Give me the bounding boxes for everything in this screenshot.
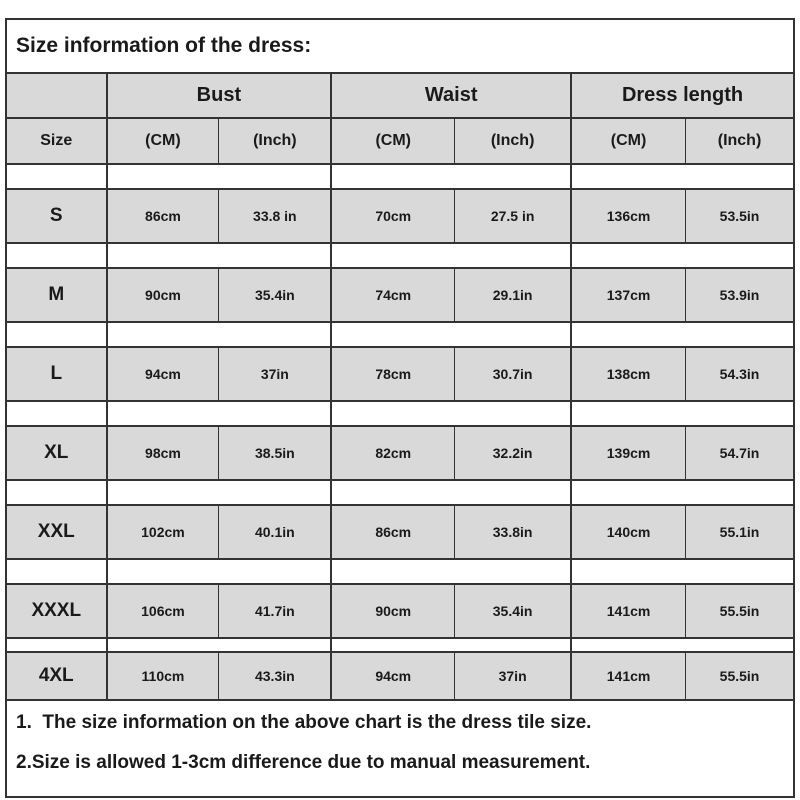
- table-row-m: [7, 268, 793, 322]
- value-cell: 141cm: [571, 584, 685, 638]
- value-cell: 138cm: [571, 347, 685, 401]
- value-cell: 55.1in: [686, 505, 793, 559]
- column-header-dress-cm: (CM): [571, 118, 685, 164]
- value-cell: 139cm: [571, 426, 685, 480]
- value-cell: 53.5in: [686, 189, 793, 243]
- group-header-dress-length: Dress length: [571, 73, 793, 118]
- value-cell: 38.5in: [219, 426, 331, 480]
- group-header-row: [7, 73, 793, 118]
- spacer-row: [7, 401, 793, 426]
- value-cell: 86cm: [331, 505, 454, 559]
- value-cell: 33.8in: [455, 505, 571, 559]
- spacer-row: [7, 322, 793, 347]
- size-cell: S: [7, 189, 107, 243]
- value-cell: 94cm: [107, 347, 219, 401]
- value-cell: 86cm: [107, 189, 219, 243]
- value-cell: 29.1in: [455, 268, 571, 322]
- value-cell: 110cm: [107, 652, 219, 700]
- value-cell: 43.3in: [219, 652, 331, 700]
- value-cell: 41.7in: [219, 584, 331, 638]
- size-table: [7, 72, 793, 701]
- size-cell: XL: [7, 426, 107, 480]
- table-row-l: [7, 347, 793, 401]
- note-2: 2.Size is allowed 1-3cm difference due to manual measurement.: [16, 752, 591, 773]
- notes-section: [7, 701, 793, 796]
- value-cell: 70cm: [331, 189, 454, 243]
- column-header-size: Size: [7, 118, 107, 164]
- spacer-row: [7, 243, 793, 268]
- column-header-waist-inch: (Inch): [455, 118, 571, 164]
- value-cell: 102cm: [107, 505, 219, 559]
- value-cell: 27.5 in: [455, 189, 571, 243]
- value-cell: 35.4in: [219, 268, 331, 322]
- value-cell: 40.1in: [219, 505, 331, 559]
- chart-frame: [5, 18, 795, 798]
- value-cell: 106cm: [107, 584, 219, 638]
- spacer-row: [7, 480, 793, 505]
- size-cell: 4XL: [7, 652, 107, 700]
- value-cell: 35.4in: [455, 584, 571, 638]
- table-row-xxl: [7, 505, 793, 559]
- value-cell: 74cm: [331, 268, 454, 322]
- value-cell: 54.3in: [686, 347, 793, 401]
- value-cell: 55.5in: [686, 652, 793, 700]
- column-header-dress-inch: (Inch): [686, 118, 793, 164]
- page-title: Size information of the dress:: [16, 34, 312, 57]
- value-cell: 94cm: [331, 652, 454, 700]
- group-header-waist: Waist: [331, 73, 571, 118]
- value-cell: 37in: [219, 347, 331, 401]
- spacer-row: [7, 559, 793, 584]
- column-header-bust-inch: (Inch): [219, 118, 331, 164]
- value-cell: 90cm: [331, 584, 454, 638]
- column-header-waist-cm: (CM): [331, 118, 454, 164]
- subheader-row: [7, 118, 793, 164]
- value-cell: 37in: [455, 652, 571, 700]
- value-cell: 141cm: [571, 652, 685, 700]
- value-cell: 78cm: [331, 347, 454, 401]
- group-header-empty: [7, 73, 107, 118]
- table-row-s: [7, 189, 793, 243]
- spacer-row: [7, 164, 793, 189]
- value-cell: 136cm: [571, 189, 685, 243]
- table-row-xl: [7, 426, 793, 480]
- value-cell: 90cm: [107, 268, 219, 322]
- value-cell: 53.9in: [686, 268, 793, 322]
- value-cell: 54.7in: [686, 426, 793, 480]
- size-cell: XXL: [7, 505, 107, 559]
- group-header-bust: Bust: [107, 73, 332, 118]
- table-row-4xl: [7, 652, 793, 700]
- value-cell: 82cm: [331, 426, 454, 480]
- column-header-bust-cm: (CM): [107, 118, 219, 164]
- spacer-row: [7, 638, 793, 652]
- value-cell: 30.7in: [455, 347, 571, 401]
- value-cell: 98cm: [107, 426, 219, 480]
- value-cell: 55.5in: [686, 584, 793, 638]
- note-1: 1. The size information on the above chart is the dress tile size.: [16, 712, 592, 733]
- size-cell: L: [7, 347, 107, 401]
- size-cell: XXXL: [7, 584, 107, 638]
- value-cell: 140cm: [571, 505, 685, 559]
- value-cell: 33.8 in: [219, 189, 331, 243]
- value-cell: 137cm: [571, 268, 685, 322]
- size-cell: M: [7, 268, 107, 322]
- value-cell: 32.2in: [455, 426, 571, 480]
- table-row-xxxl: [7, 584, 793, 638]
